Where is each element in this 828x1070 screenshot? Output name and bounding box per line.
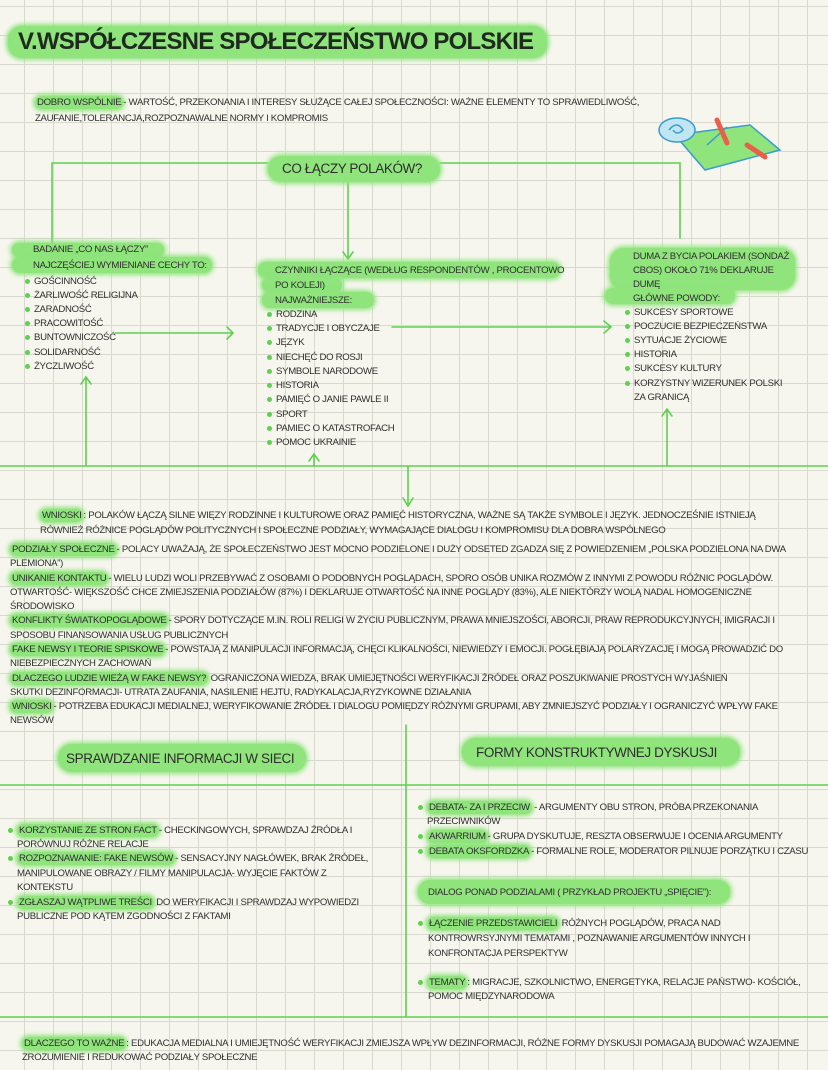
list-item: HISTORIA <box>625 349 677 361</box>
yoga-mat-dumbbell-illustration <box>655 105 785 180</box>
list-item-continuation: KONTEKSTU <box>17 882 73 893</box>
term-highlight: DOBRO WSPÓLNIE <box>37 97 122 108</box>
list-item: DEBATA- ZA I PRZECIW - ARGUMENTY OBU STRON, PRÓBA PRZEKONANIA <box>418 802 758 814</box>
list-item-continuation: PRZECIWNIKÓW <box>427 816 501 827</box>
list-item: DEBATA OKSFORDZKA - FORMALNE ROLE, MODERATOR PILNUJE PORZĄTKU I CZASU <box>418 846 808 858</box>
podzialy-line: PODZIAŁY SPOŁECZNE - POLACY UWAŻAJĄ, ŻE SPOŁECZEŃSTWO JEST MOCNO PODZIELONE I DUŻY ODSETED ZGADZA SIĘ Z POWIEDZENIEM „POLSKA PODZIELONA NA DWA <box>12 544 786 555</box>
arrow-down-center <box>343 183 353 259</box>
list-item: ROZPOZNAWANIE: FAKE NEWSÓW - SENSACYJNY NAGŁÓWEK, BRAK ŹRÓDEŁ, <box>8 853 368 865</box>
middle-heading: CZYNNIKI ŁĄCZĄCE (WEDŁUG RESPONDENTÓW , PROCENTOWO <box>275 265 565 276</box>
middle-heading: NAJWAŻNIEJSZE: <box>275 295 352 306</box>
list-item: POMOC UKRAINIE <box>267 437 356 449</box>
fake-news-line: FAKE NEWSY I TEORIE SPISKOWE - POWSTAJĄ Z MANIPULACJI INFORMACJĄ, CHĘCI KLIKALNOŚCI, NIEWIEDZY I EMOCJI. POGŁĘBIAJĄ POLARYZACJĘ I MOGĄ PROWADZIĆ DO <box>12 644 783 655</box>
list-item: SUKCESY SPORTOWE <box>625 307 733 319</box>
list-item: TEMATY : MIGRACJE, SZKOLNICTWO, ENERGETYKA, RELACJE PAŃSTWO- KOŚCIÓŁ, <box>418 977 800 989</box>
right-heading: DUMA Z BYCIA POLAKIEM (SONDAŻ <box>633 251 790 262</box>
left-heading: BADANIE „CO NAS ŁĄCZY” <box>33 244 148 255</box>
list-item: PAMIĘĆ O JANIE PAWLE II <box>267 394 388 406</box>
conclusion-line-1: WNIOSKI : POLAKÓW ŁĄCZĄ SILNE WIĘZY RODZINNE I KULTUROWE ORAZ PAMIĘĆ HISTORYCZNA, WAŻNE SĄ TAKŻE SYMBOLE I JĘZYK. JEDNOCZEŚNIE ISTNIEJĄ <box>42 510 756 521</box>
section-header-sprawdzanie: SPRAWDZANIE INFORMACJI W SIECI <box>66 751 295 766</box>
list-item: KORZYSTNY WIZERUNEK POLSKI <box>625 378 782 390</box>
connector-top-left <box>52 163 268 245</box>
wnioski-line: WNIOSKI - POTRZEBA EDUKACJI MEDIALNEJ, WERYFIKOWANIE ŹRÓDEŁ I DIALOGU POMIĘDZY RÓŻNYMI GRUPAMI, ABY ZMNIEJSZYĆ PODZIAŁY I OGRANICZYĆ WPŁYW FAKE <box>12 701 778 712</box>
list-item-continuation: ZA GRANICĄ <box>634 392 690 403</box>
list-item: SUKCESY KULTURY <box>625 363 722 375</box>
list-item: ZGŁASZAJ WĄTPLIWE TREŚCI DO WERYFIKACJI I SPRAWDZAJ WYPOWIEDZI <box>8 897 359 909</box>
konflikty-line: SPOSOBU FINANSOWANIA USŁUG PUBLICZNYCH <box>10 630 229 641</box>
list-item: ŻYCZLIWOŚĆ <box>25 361 94 373</box>
list-item-continuation: PORÓWNUJ RÓŻNE RELACJE <box>17 839 149 850</box>
list-item: SYTUACJE ŻYCIOWE <box>625 335 727 347</box>
list-item: AKWARRIUM - GRUPA DYSKUTUJE, RESZTA OBSERWUJE I OCENIA ARGUMENTY <box>418 831 783 843</box>
conclusion-line-2: RÓWNIEŻ RÓŻNICE POGLĄDÓW POLITYCZNYCH I SPOŁECZNE PODZIAŁY, WYMAGAJĄCE DIALOGU I KOMPROMISU DLA DOBRA WSPÓLNEGO <box>40 525 666 536</box>
dobro-wspolne-line-1 <box>35 97 639 109</box>
arrow-down-to-conclusions <box>403 466 413 506</box>
right-heading: DUMĘ <box>633 279 661 290</box>
arrow-left-to-middle <box>115 327 233 339</box>
skutki-line: SKUTKI DEZINFORMACJI- UTRATA ZAUFANIA, NASILENIE HEJTU, RADYKALACJA,RYZYKOWNE DZIAŁANIA <box>10 687 472 698</box>
right-heading: GŁÓWNE POWODY: <box>633 293 720 304</box>
dobro-wspolne-line-2: ZAUFANIE,TOLERANCJA,ROZPOZNAWALNE NORMY I KOMPROMIS <box>35 113 328 124</box>
list-item: HISTORIA <box>267 380 319 392</box>
list-item: SPORT <box>267 409 307 421</box>
list-item: TRADYCJE I OBYCZAJE <box>267 323 380 335</box>
arrow-up-left <box>81 377 91 466</box>
footer-line-1: DLACZEGO TO WAŻNE : EDUKACJA MEDIALNA I UMIEJĘTNOŚĆ WERYFIKACJI ZMIEJSZA WPŁYW DEZINFORMACJI, RÓŻNE FORMY DYSKUSJI POMAGAJĄ BUDOWAĆ WZAJEMNE <box>24 1038 799 1049</box>
list-item-continuation: MANIPULOWANE OBRAZY / FILMY MANIPULACJA- WYJĘCIE FAKTÓW Z <box>17 868 327 879</box>
list-item: NIECHĘĆ DO ROSJI <box>267 352 362 364</box>
term-highlight: WNIOSKI <box>42 510 82 521</box>
list-item: ŁĄCZENIE PRZEDSTAWICIELI RÓŻNYCH POGLĄDÓW, PRACA NAD <box>418 918 720 930</box>
unikanie-line: UNIKANIE KONTAKTU - WIELU LUDZI WOLI PRZEBYWAĆ Z OSOBAMI O PODOBNYCH POGLĄDACH, SPORO OSÓB UNIKA ROZMÓW Z INNYMI Z POWODU RÓŻNIC POGLĄDÓW. <box>12 573 773 584</box>
middle-heading: PO KOLEJI) <box>275 280 325 291</box>
list-item: GOŚCINNOŚĆ <box>25 276 97 288</box>
fake-news-line: NIEBEZPIECZNYCH ZACHOWAŃ <box>10 658 152 669</box>
wnioski-line: NEWSÓW <box>10 715 54 726</box>
right-heading: CBOS) OKOŁO 71% DEKLARUJE <box>633 265 774 276</box>
footer-line-2: ZROZUMIENIE I REDUKOWAĆ PODZIAŁY SPOŁECZNE <box>22 1052 258 1063</box>
definition-text: - WARTOŚĆ, PRZEKONANIA I INTERESY SŁUŻĄCE CAŁEJ SPOŁECZNOŚCI: WAŻNE ELEMENTY TO SPRAWIEDLIWOŚĆ, <box>123 97 640 108</box>
list-item: POCZUCIE BEZPIECZEŃSTWA <box>625 321 767 333</box>
list-item: JĘZYK <box>267 337 304 349</box>
otwartosc-line: ŚRODOWISKO <box>10 601 75 612</box>
list-item: ZARADNOŚĆ <box>25 304 92 316</box>
center-question: CO ŁĄCZY POLAKÓW? <box>282 161 422 176</box>
list-item-continuation: PUBLICZNE POD KĄTEM ZGODNOŚCI Z FAKTAMI <box>17 911 231 922</box>
arrow-up-middle <box>309 454 319 466</box>
otwartosc-line: OTWARTOŚĆ- WIĘKSZOŚĆ CHCE ZMIEJSZENIA PODZIAŁÓW (87%) I DEKLARUJE OTWARTOŚĆ NA INNE POGLĄDY (83%), ALE NIEKTÓRZY WOLĄ NADAL HOMOGENICZNE <box>10 587 752 598</box>
left-subheading: NAJCZĘŚCIEJ WYMIENIANE CECHY TO: <box>33 260 207 271</box>
podzialy-line: PLEMIONA”) <box>10 558 63 569</box>
page-title: V.WSPÓŁCZESNE SPOŁECZEŃSTWO POLSKIE <box>8 26 547 58</box>
arrow-middle-to-right <box>392 321 611 333</box>
list-item: SYMBOLE NARODOWE <box>267 366 378 378</box>
list-item: ŻARLIWOŚĆ RELIGIJNA <box>25 290 138 302</box>
list-item: RODZINA <box>267 309 317 321</box>
list-item: PRACOWITOŚĆ <box>25 318 103 330</box>
list-item: KORZYSTANIE ZE STRON FACT - CHECKINGOWYCH, SPRAWDZAJ ŹRÓDŁA I <box>8 825 352 837</box>
dialog-heading: DIALOG PONAD PODZIALAMI ( PRZYKŁAD PROJEKTU „SPIĘCIE”): <box>428 887 712 898</box>
arrow-up-right <box>662 409 672 466</box>
list-item-continuation: POMOC MIĘDZYNARODOWA <box>428 991 555 1002</box>
konflikty-line: KONFLIKTY ŚWIATKOPOGLĄDOWE - SPORY DOTYCZĄCE M.IN. ROLI RELIGI W ŻYCIU PUBLICZNYM, PRAWA MNIEJSZOŚCI, ABORCJI, PRAW REPRODUKCYJNYCH, IMIGRACJI I <box>12 615 775 626</box>
list-item: SOLIDARNOŚĆ <box>25 347 101 359</box>
connector-top-right <box>440 163 680 238</box>
list-item: PAMIEC O KATASTROFACH <box>267 423 394 435</box>
list-item-continuation: KONTROWRSYJNYMI TEMATAMI , POZNAWANIE ARGUMENTÓW INNYCH I <box>428 933 751 944</box>
list-item: BUNTOWNICZOŚĆ <box>25 332 116 344</box>
dlaczego-line: DLACZEGO LUDZIE WIEŻĄ W FAKE NEWSY? OGRANICZONA WIEDZA, BRAK UMIEJĘTNOŚCI WERYFIKACJI ŹRÓDEŁ ORAZ POSZUKIWANIE PROSTYCH WYJAŚNIEŃ <box>12 673 728 684</box>
list-item-continuation: KONFRONTACJA PERSPEKTYW <box>428 948 568 959</box>
section-header-formy: FORMY KONSTRUKTYWNEJ DYSKUSJI <box>476 745 717 760</box>
